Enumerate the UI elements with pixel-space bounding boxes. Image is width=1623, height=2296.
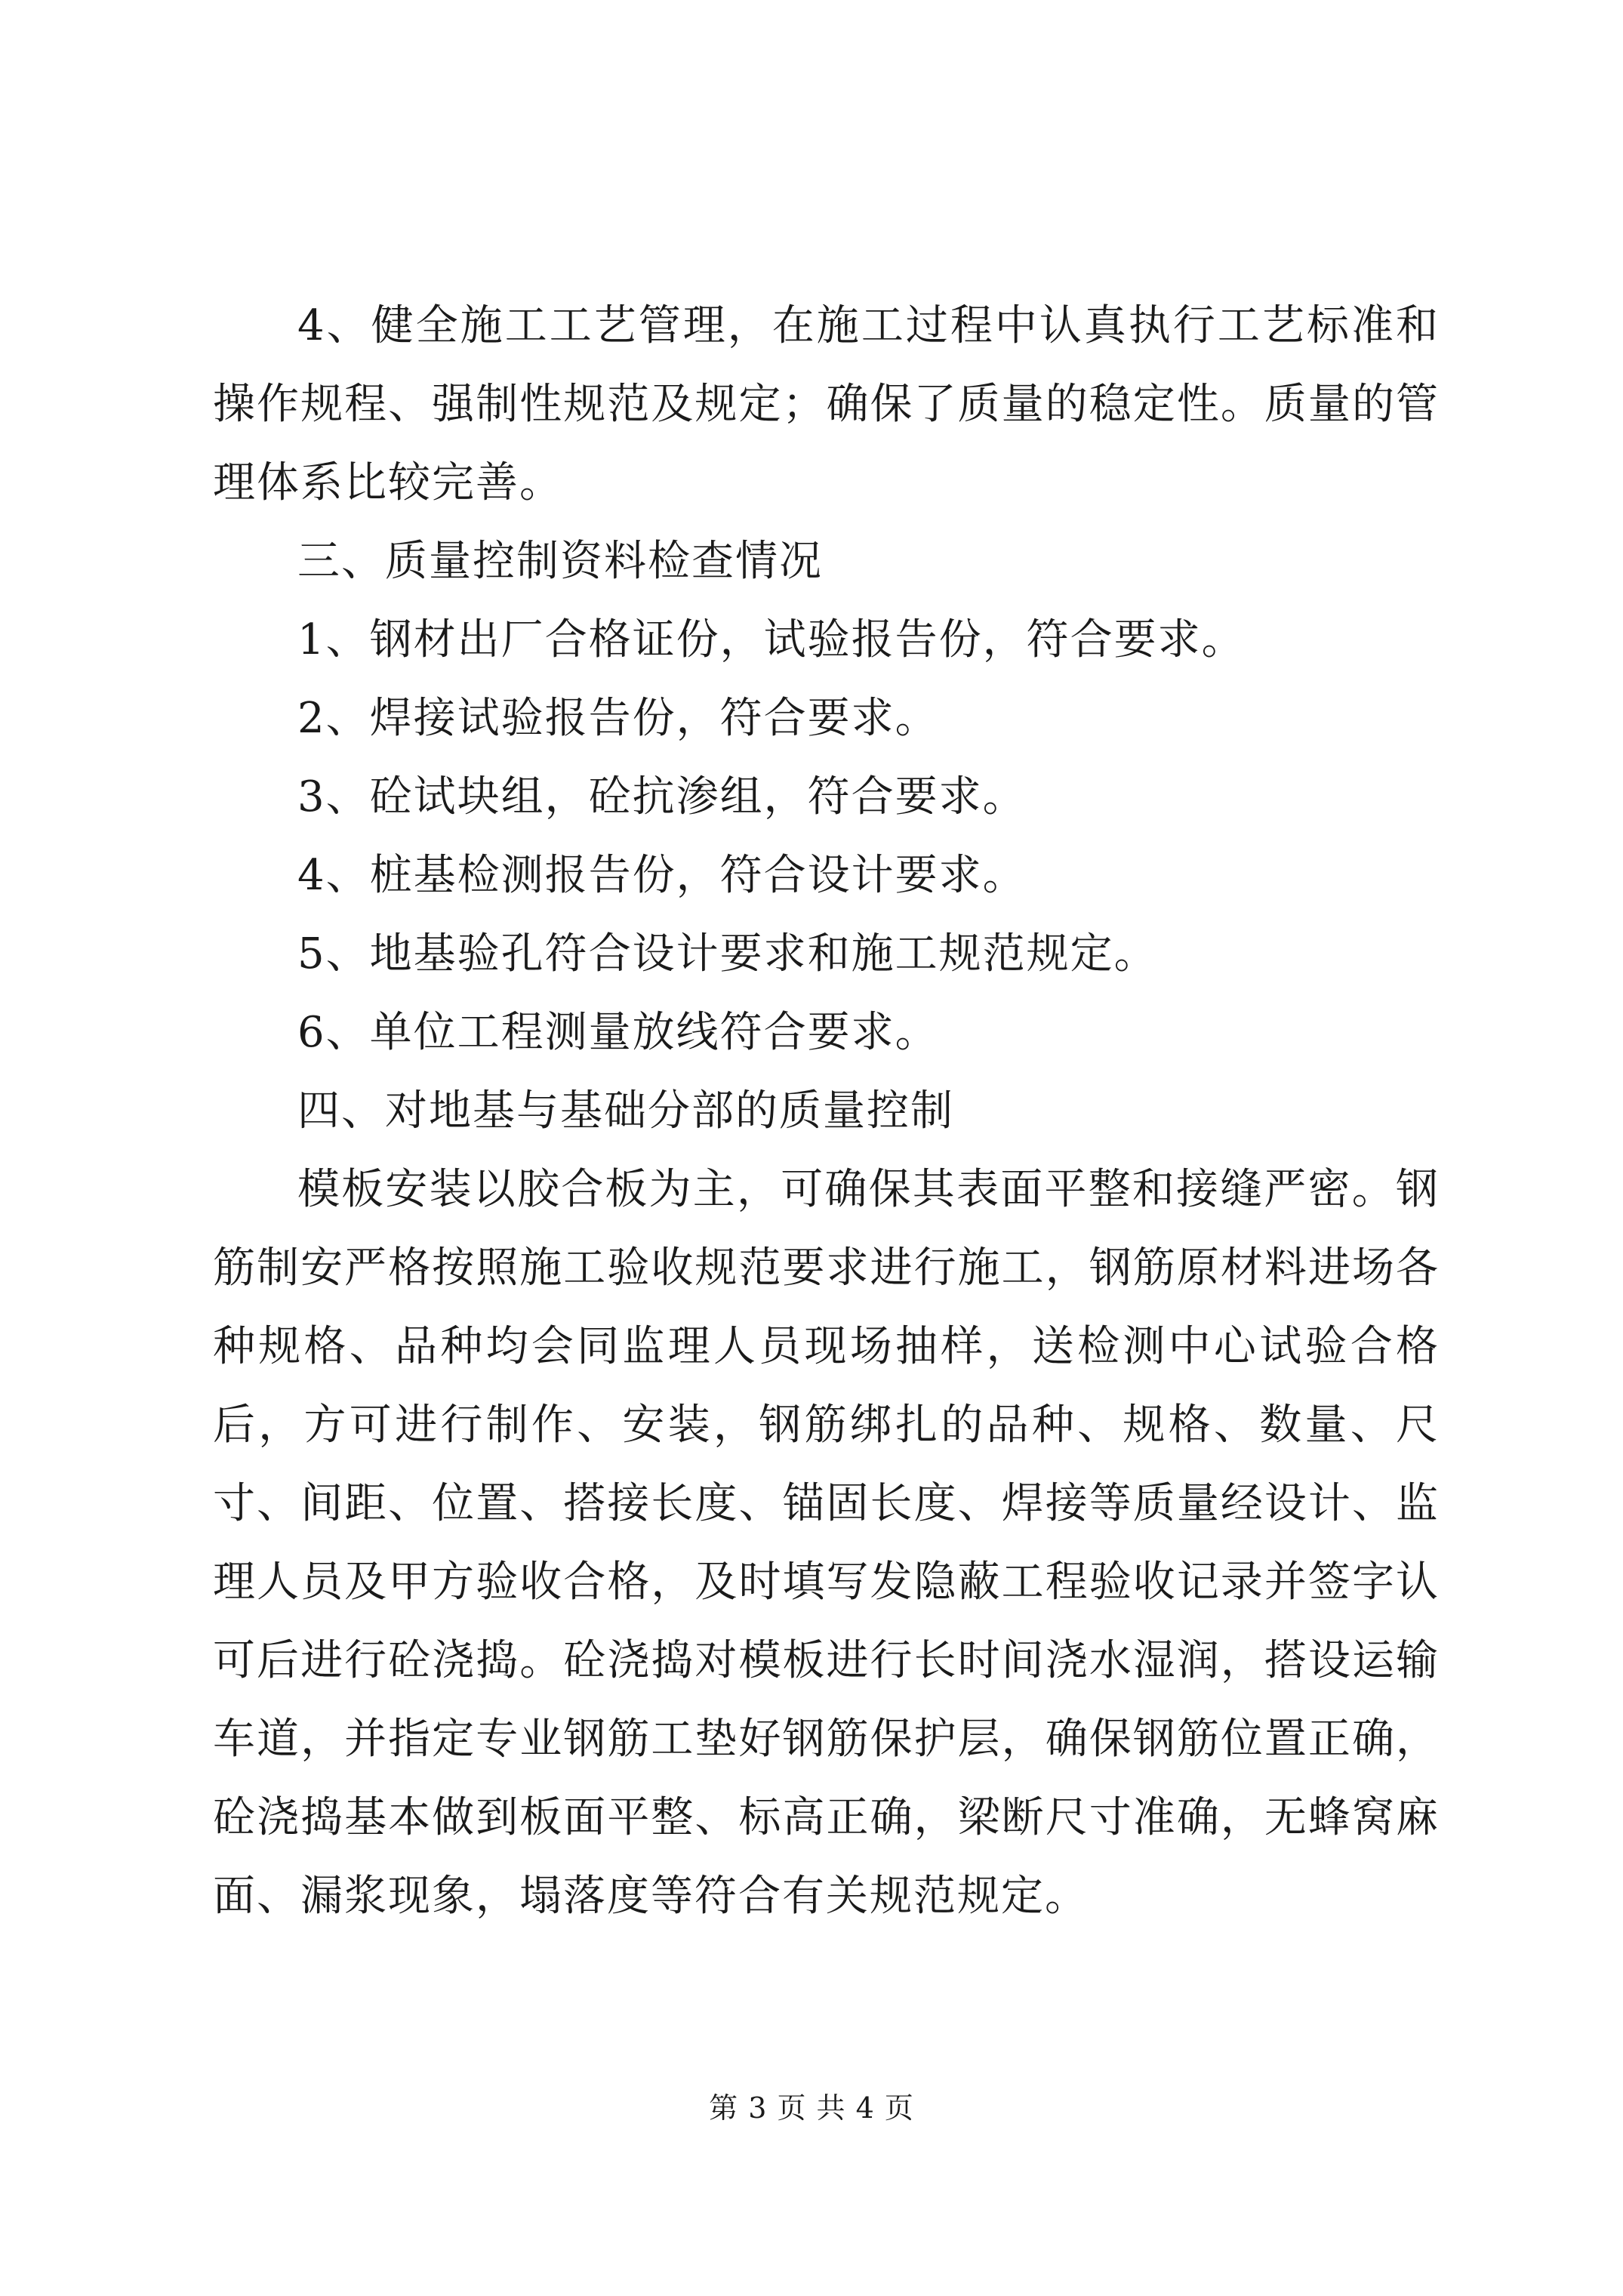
list-item-steel-certificate: 1、钢材出厂合格证份，试验报告份，符合要求。 (297, 615, 1246, 664)
page-number-footer: 第 3 页 共 4 页 (709, 2091, 914, 2125)
paragraph-formwork-rebar-concrete: 模板安装以胶合板为主，可确保其表面平整和接缝严密。钢筋制安严格按照施工验收规范要求进行施工，钢筋原材料进场各种规格、品种均会同监理人员现场抽样，送检测中心试验合格后，方可进行制作、安装，钢筋绑扎的品种、规格、数量、尺寸、间距、位置、搭接长度、锚固长度、焊接等质量经设计、监理人员及甲方验收合格，及时填写发隐蔽工程验收记录并签字认可后进行砼浇捣。砼浇捣对模板进行长时间浇水湿润，搭设运输车道，并指定专业钢筋工垫好钢筋保护层，确保钢筋位置正确，砼浇捣基本做到板面平整、标高正确，梁断尺寸准确，无蜂窝麻面、漏浆现象，塌落度等符合有关规范规定。 (213, 1165, 1440, 1921)
paragraph-process-management: 4、健全施工工艺管理，在施工过程中认真执行工艺标准和操作规程、强制性规范及规定；确保了质量的稳定性。质量的管理体系比较完善。 (213, 301, 1440, 507)
list-item-survey-layout: 6、单位工程测量放线符合要求。 (297, 1008, 939, 1057)
list-item-pile-inspection: 4、桩基检测报告份，符合设计要求。 (297, 851, 1027, 900)
list-item-concrete-samples: 3、砼试块组，砼抗渗组，符合要求。 (297, 772, 1027, 821)
heading-foundation-quality-control: 四、对地基与基础分部的质量控制 (297, 1086, 954, 1136)
heading-quality-control-records: 三、质量控制资料检查情况 (297, 537, 823, 586)
list-item-foundation-check: 5、地基验孔符合设计要求和施工规范规定。 (297, 929, 1158, 978)
list-item-welding-report: 2、焊接试验报告份，符合要求。 (297, 694, 939, 743)
document-body (213, 287, 1440, 1936)
